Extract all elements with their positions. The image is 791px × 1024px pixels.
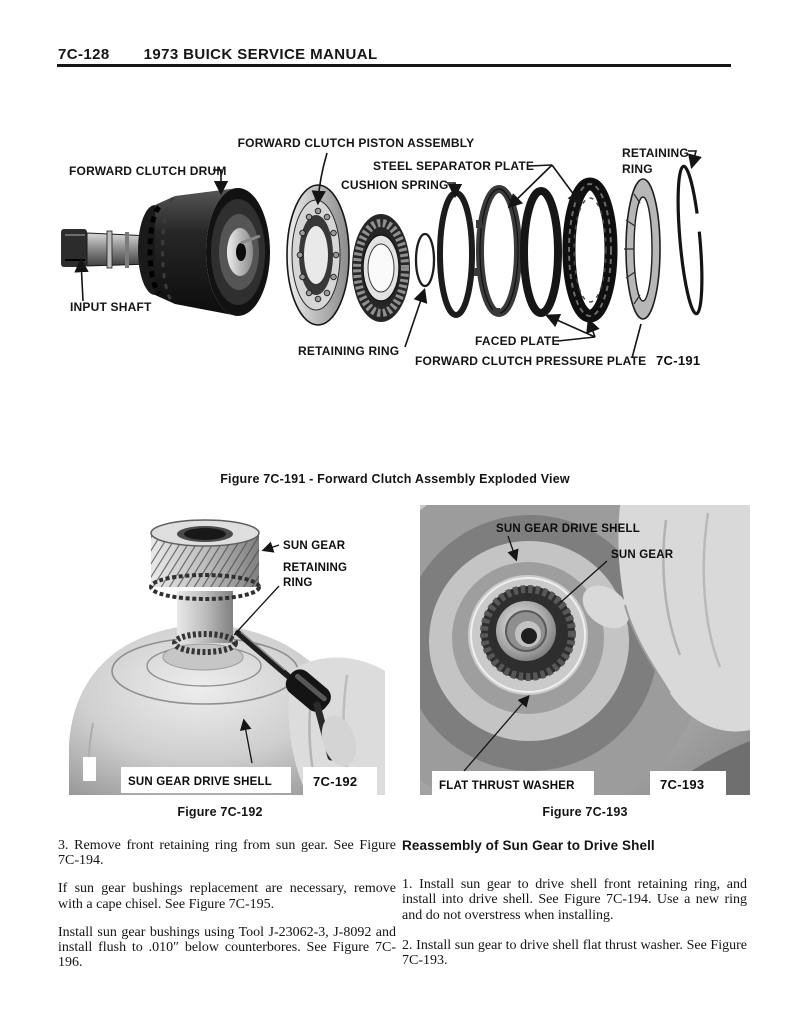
paragraph-step-3: 3. Remove front retaining ring from sun gear. See Figure 7C-194. [58, 838, 396, 869]
paragraph-step-2: 2. Install sun gear to drive shell flat thrust washer. See Figure 7C-193. [402, 937, 747, 969]
label-faced-plate: FACED PLATE [475, 334, 560, 348]
photo-192-sun-gear [151, 520, 259, 599]
part-input-shaft [61, 229, 151, 268]
page-title: 1973 BUICK SERVICE MANUAL [143, 46, 378, 63]
figure-7c-191-exploded-diagram [55, 108, 735, 398]
paragraph-bushings-install: Install sun gear bushings using Tool J-23062-3, J-8092 and install flush to .010″ below counterbores. See Figure 7C-196. [58, 924, 396, 971]
label-retaining-ring-top-2: RING [622, 162, 653, 176]
label-input-shaft: INPUT SHAFT [70, 300, 152, 314]
part-forward-clutch-drum [138, 188, 270, 316]
figure-7c-192-photo [55, 505, 385, 795]
page-number: 7C-128 [58, 46, 110, 63]
label-thrust-washer: FLAT THRUST WASHER [439, 780, 575, 792]
photo-192-hub [175, 591, 235, 652]
label-retaining-ring-192: RETAINING [283, 562, 348, 574]
figure-id-7c-193: 7C-193 [660, 777, 705, 792]
caption-figure-7c-192: Figure 7C-192 [177, 805, 263, 819]
caption-figure-7c-193: Figure 7C-193 [542, 805, 628, 819]
part-spring-pack [352, 214, 410, 322]
page-header [58, 46, 378, 63]
part-piston-assembly [287, 185, 349, 325]
label-separator-plate: STEEL SEPARATOR PLATE [373, 159, 535, 173]
label-retaining-ring-192-2: RING [283, 577, 313, 589]
figure-id-7c-192: 7C-192 [313, 774, 358, 789]
part-pressure-plate [624, 179, 660, 319]
part-separator-plate-1 [474, 189, 518, 314]
part-separator-plate-2 [524, 191, 558, 313]
part-cushion-spring [440, 193, 472, 315]
paragraph-bushings-remove: If sun gear bushings replacement are necessary, remove with a cape chisel. See Figure 7C-195. [58, 881, 396, 912]
figure-7c-193-photo [420, 505, 750, 795]
body-right-column [402, 838, 747, 983]
figure-id-7c-191: 7C-191 [656, 353, 701, 368]
photo-193-sun-gear [481, 586, 575, 680]
label-retaining-ring-bottom: RETAINING RING [298, 344, 400, 358]
label-retaining-ring-top: RETAINING [622, 146, 689, 160]
label-drive-shell-192: SUN GEAR DRIVE SHELL [128, 776, 272, 788]
body-left-column [58, 838, 396, 983]
part-retaining-ring-large [674, 165, 707, 314]
label-drive-shell-193: SUN GEAR DRIVE SHELL [496, 523, 640, 535]
label-pressure-plate: FORWARD CLUTCH PRESSURE PLATE [415, 354, 647, 368]
part-retaining-ring-small [416, 234, 434, 286]
paragraph-step-1: 1. Install sun gear to drive shell front retaining ring, and install into drive shell. See Figure 7C-194. Use a new ring and do not overstress when installing. [402, 877, 747, 923]
label-cushion-spring: CUSHION SPRING [341, 178, 449, 192]
label-clutch-drum: FORWARD CLUTCH DRUM [69, 164, 227, 178]
part-faced-plate [569, 184, 611, 316]
caption-figure-7c-191: Figure 7C-191 - Forward Clutch Assembly Exploded View [220, 472, 570, 486]
header-rule [57, 64, 731, 67]
section-heading-reassembly: Reassembly of Sun Gear to Drive Shell [402, 838, 655, 853]
label-piston-assembly: FORWARD CLUTCH PISTON ASSEMBLY [237, 136, 475, 150]
label-sun-gear-193: SUN GEAR [611, 549, 674, 561]
label-sun-gear-192: SUN GEAR [283, 540, 346, 552]
